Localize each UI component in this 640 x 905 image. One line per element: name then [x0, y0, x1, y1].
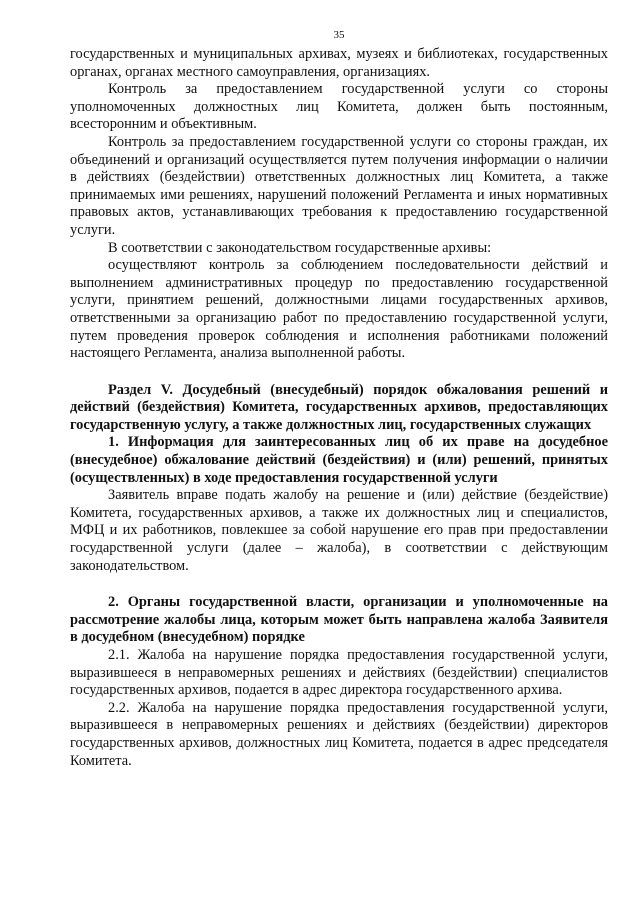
subsection-2-heading: 2. Органы государственной власти, организации и уполномоченные на рассмотрение жалобы лица, которым может быть направлена жалоба Заявителя в досудебном (внесудебном) порядке — [70, 594, 608, 646]
document-page — [70, 28, 608, 770]
paragraph-archives-control: осуществляют контроль за соблюдением последовательности действий и выполнением административных процедур по предоставлению государственной услуги, принятием решений, должностными лицами государственных архивов, ответственными за организацию работ по предоставлению государственной услуги, путем проведения проверок соблюдения и исполнения работниками положений настоящего Регламента, анализа выполненной работы. — [70, 257, 608, 362]
spacer — [70, 575, 608, 594]
paragraph-complaint-right: Заявитель вправе подать жалобу на решение и (или) действие (бездействие) Комитета, государственных архивов, а также их должностных лиц и специалистов, МФЦ и их работников, повлекшее за собой нарушение его прав при предоставлении государственной услуги (далее – жалоба), в соответствии с действующим законодательством. — [70, 487, 608, 574]
subsection-1-heading: 1. Информация для заинтересованных лиц об их праве на досудебное (внесудебное) обжалование действий (бездействия) и (или) решений, принятых (осуществленных) в ходе предоставления государственной услуги — [70, 434, 608, 486]
paragraph-archives-intro: В соответствии с законодательством государственные архивы: — [108, 239, 492, 256]
paragraph-2-2: 2.2. Жалоба на нарушение порядка предоставления государственной услуги, выразившееся в неправомерных решениях и действиях (бездействии) директоров государственных архивов, должностных лиц Комитета, подается в адрес председателя Комитета. — [70, 699, 608, 769]
section-v-heading: Раздел V. Досудебный (внесудебный) порядок обжалования решений и действий (бездействия) Комитета, государственных архивов, предоставляющих государственную услугу, а также должностных лиц, государственных служащих — [70, 381, 608, 433]
page-number: 35 — [333, 29, 345, 41]
spacer — [70, 363, 608, 382]
paragraph-2-1: 2.1. Жалоба на нарушение порядка предоставления государственной услуги, выразившееся в неправомерных решениях и действиях (бездействии) специалистов государственных архивов, подается в адрес директора государственного архива. — [70, 647, 608, 699]
paragraph-citizen-control: Контроль за предоставлением государственной услуги со стороны граждан, их объединений и организаций осуществляется путем получения информации о наличии в действиях (бездействии) ответственных должностных лиц Комитета, а также принимаемых ими решениях, нарушений положений Регламента и иных нормативных правовых актов, устанавливающих требования к предоставлению государственной услуги. — [70, 133, 608, 238]
paragraph-archives-list: государственных и муниципальных архивах, музеях и библиотеках, государственных органах, органах местного самоуправления, организациях. — [70, 46, 608, 80]
paragraph-official-control: Контроль за предоставлением государственной услуги со стороны уполномоченных должностных лиц Комитета, должен быть постоянным, всесторонним и объективным. — [70, 81, 608, 133]
